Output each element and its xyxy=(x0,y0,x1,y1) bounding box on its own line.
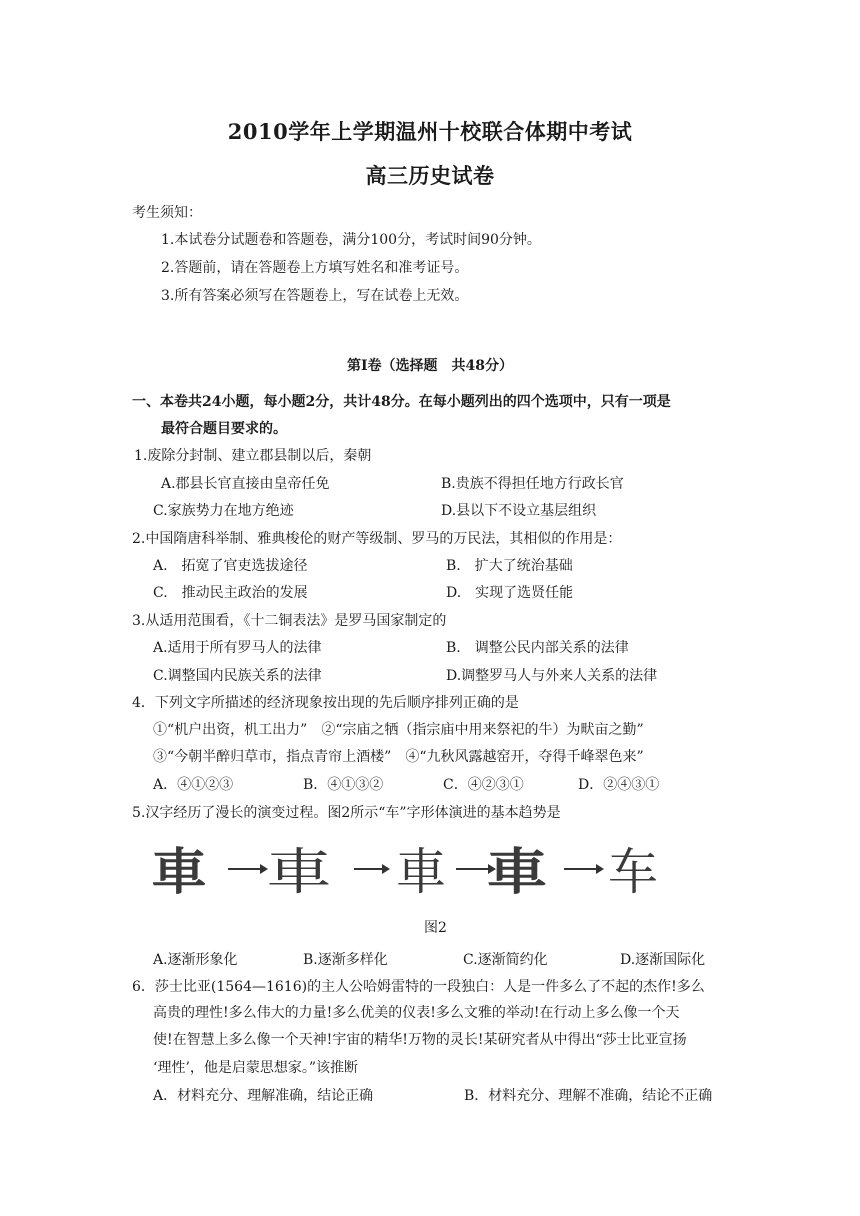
question-stem: 3.从适用范围看，《十二铜表法》是罗马国家制定的 xyxy=(132,613,447,629)
question-stem: 5.汉字经历了漫长的演变过程。图2所示“车”字形体演进的基本趋势是 xyxy=(132,805,561,821)
exam-subtitle: 高三历史试卷 xyxy=(365,163,495,188)
figure-caption: 图2 xyxy=(424,920,447,936)
exam-title: 2010学年上学期温州十校联合体期中考试 xyxy=(227,119,633,144)
question-stem-continued: 高贵的理性!多么伟大的力量!多么优美的仪表!多么文雅的举动!在行动上多么像一个天 xyxy=(153,1005,680,1021)
option-a: A.适用于所有罗马人的法律 xyxy=(153,640,322,656)
notice-item: 2.答题前，请在答题卷上方填写姓名和准考证号。 xyxy=(161,260,469,276)
simplified-glyph: 车 xyxy=(608,843,658,901)
question-stem-continued: ‘理性’，他是启蒙思想家。”该推断 xyxy=(153,1060,359,1076)
clerical-script-glyph: 車 xyxy=(487,842,547,901)
option-a: A．④①②③ xyxy=(153,777,234,793)
option-c: C. 推动民主政治的发展 xyxy=(153,585,308,601)
bronze-script-glyph: 車 xyxy=(266,843,332,901)
notice-heading: 考生须知： xyxy=(132,205,202,221)
seal-script-glyph: 車 xyxy=(396,843,446,901)
option-b: B．④①③② xyxy=(303,777,384,793)
option-a: A.郡县长官直接由皇帝任免 xyxy=(161,476,330,492)
option-c: C.调整国内民族关系的法律 xyxy=(153,668,322,684)
option-d: D.县以下不设立基层组织 xyxy=(441,503,597,519)
option-b: B.逐渐多样化 xyxy=(303,952,388,968)
option-d: D.调整罗马人与外来人关系的法律 xyxy=(446,668,658,684)
option-d: D.逐渐国际化 xyxy=(620,952,706,968)
section-title: 第Ⅰ卷（选择题 共48分） xyxy=(346,358,514,374)
section-instruction: 一、本卷共24小题，每小题2分，共计48分。在每小题列出的四个选项中，只有一项是 xyxy=(132,394,671,410)
arrow-icon xyxy=(564,868,602,870)
arrow-icon xyxy=(228,868,266,870)
question-stem-continued: 使!在智慧上多么像一个天神!宇宙的精华!万物的灵长!某研究者从中得出“莎士比亚宣扬 xyxy=(153,1032,687,1048)
option-c: C．④②③① xyxy=(443,777,524,793)
option-a: A. 拓宽了官吏选拔途径 xyxy=(153,558,308,574)
question-stem: 1.废除分封制、建立郡县制以后，秦朝 xyxy=(134,448,372,464)
question-quote-line: ③“今朝半醉归草市，指点青帘上酒楼” ④“九秋风露越窑开，夺得千峰翠色来” xyxy=(153,749,644,765)
question-quote-line: ①“机户出资，机工出力” ②“宗庙之牺（指宗庙中用来祭祀的牛）为畎亩之勤” xyxy=(153,722,644,738)
option-b: B.贵族不得担任地方行政长官 xyxy=(441,476,624,492)
option-c: C.家族势力在地方绝迹 xyxy=(153,503,294,519)
oracle-bone-glyph: 車 xyxy=(151,842,207,901)
notice-item: 1.本试卷分试题卷和答题卷，满分100分，考试时间90分钟。 xyxy=(161,232,541,248)
section-instruction: 最符合题目要求的。 xyxy=(161,421,287,437)
option-a: A.逐渐形象化 xyxy=(153,952,238,968)
option-b: B. 扩大了统治基础 xyxy=(446,558,573,574)
question-stem: 2.中国隋唐科举制、雅典梭伦的财产等级制、罗马的万民法，其相似的作用是： xyxy=(132,531,622,547)
option-d: D．②④③① xyxy=(578,777,660,793)
notice-item: 3.所有答案必须写在答题卷上，写在试卷上无效。 xyxy=(161,288,469,304)
option-b: B．材料充分、理解不准确，结论不正确 xyxy=(464,1088,713,1104)
option-d: D. 实现了选贤任能 xyxy=(446,585,574,601)
option-a: A．材料充分、理解准确，结论正确 xyxy=(153,1088,374,1104)
option-c: C.逐渐简约化 xyxy=(463,952,548,968)
arrow-icon xyxy=(354,868,388,870)
question-stem: 6．莎士比亚(1564—1616)的主人公哈姆雷特的一段独白：人是一件多么了不起的杰作!多么 xyxy=(132,979,705,995)
character-evolution-figure xyxy=(150,838,670,908)
option-b: B. 调整公民内部关系的法律 xyxy=(446,640,629,656)
question-stem: 4．下列文字所描述的经济现象按出现的先后顺序排列正确的是 xyxy=(132,695,519,711)
